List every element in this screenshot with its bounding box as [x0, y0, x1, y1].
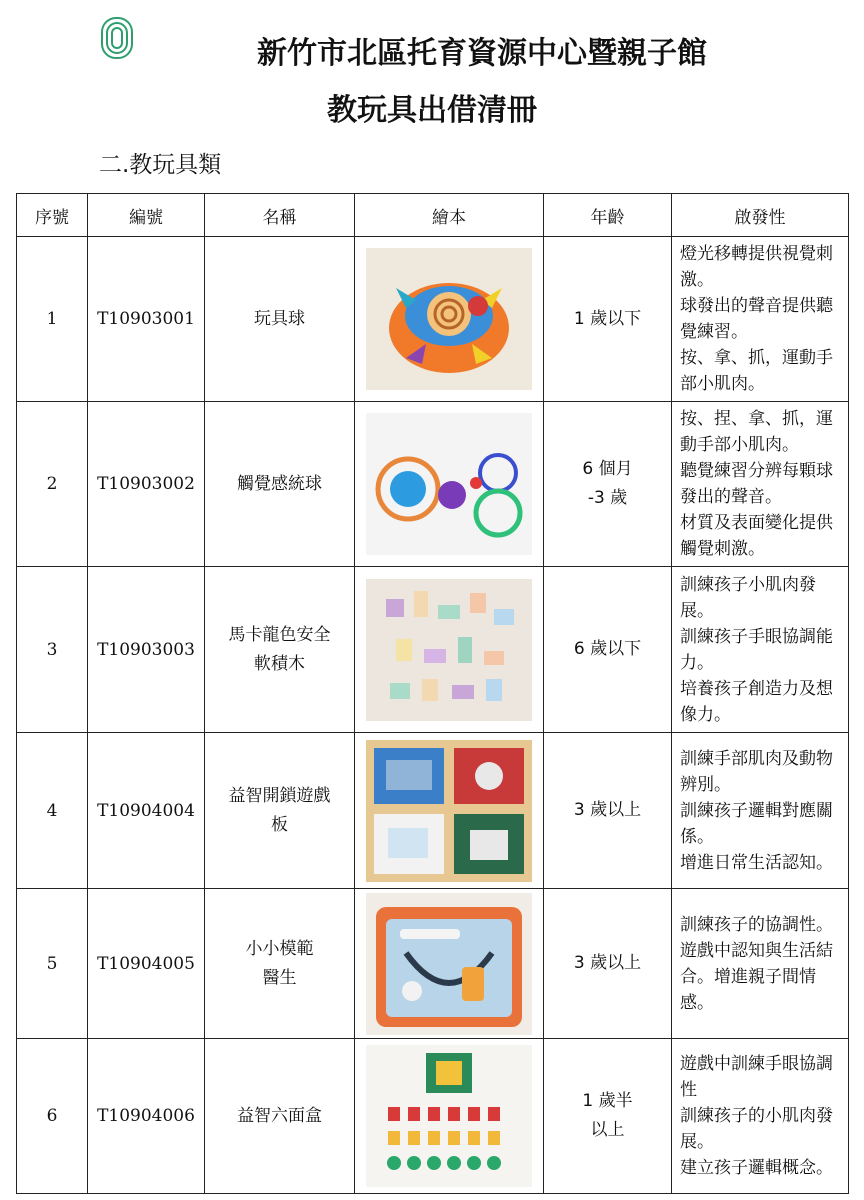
cell-picture: [355, 733, 544, 889]
lock-board-photo: [366, 740, 532, 882]
cell-name: 玩具球: [205, 237, 355, 402]
cell-age: 1 歲半 以上: [544, 1039, 672, 1194]
cell-no: 4: [17, 733, 88, 889]
table-row: [17, 402, 849, 567]
cell-code: T10904006: [88, 1039, 205, 1194]
cell-no: 1: [17, 237, 88, 402]
cell-code: T10904004: [88, 733, 205, 889]
cell-name: 小小模範 醫生: [205, 889, 355, 1039]
cell-desc: 訓練孩子的協調性。遊戲中認知與生活結合。增進親子間情感。: [672, 889, 849, 1039]
doctor-kit-photo: [366, 893, 532, 1035]
cell-desc: 訓練孩子小肌肉發展。 訓練孩子手眼協調能力。 培養孩子創造力及想像力。: [672, 567, 849, 733]
loan-table: [16, 193, 849, 1194]
cell-code: T10903002: [88, 402, 205, 567]
cell-age: 3 歲以上: [544, 733, 672, 889]
cell-code: T10903001: [88, 237, 205, 402]
cell-age: 1 歲以下: [544, 237, 672, 402]
cell-no: 3: [17, 567, 88, 733]
cell-code: T10903003: [88, 567, 205, 733]
cell-desc: 訓練手部肌肉及動物辨別。 訓練孩子邏輯對應關係。 增進日常生活認知。: [672, 733, 849, 889]
cell-picture: [355, 1039, 544, 1194]
activity-cube-photo: [366, 1045, 532, 1187]
cell-desc: 按、捏、拿、抓，運動手部小肌肉。 聽覺練習分辨每顆球發出的聲音。 材質及表面變化提供觸覺刺激。: [672, 402, 849, 567]
page-subtitle: 教玩具出借清冊: [327, 93, 537, 128]
sensory-balls-photo: [366, 413, 532, 555]
cell-picture: [355, 567, 544, 733]
section-heading: 二.教玩具類: [99, 152, 222, 178]
cell-desc: 遊戲中訓練手眼協調性 訓練孩子的小肌肉發展。 建立孩子邏輯概念。: [672, 1039, 849, 1194]
page-title: 新竹市北區托育資源中心暨親子館: [257, 36, 707, 71]
header-no: 序號: [17, 194, 88, 237]
soft-blocks-photo: [366, 579, 532, 721]
cell-name: 益智開鎖遊戲 板: [205, 733, 355, 889]
cell-age: 6 歲以下: [544, 567, 672, 733]
table-row: [17, 889, 849, 1039]
cell-name: 馬卡龍色安全 軟積木: [205, 567, 355, 733]
cell-picture: [355, 889, 544, 1039]
cell-desc: 燈光移轉提供視覺刺激。 球發出的聲音提供聽覺練習。 按、拿、抓，運動手部小肌肉。: [672, 237, 849, 402]
cell-picture: [355, 402, 544, 567]
header-name: 名稱: [205, 194, 355, 237]
table-row: [17, 733, 849, 889]
cell-no: 6: [17, 1039, 88, 1194]
cell-picture: [355, 237, 544, 402]
cell-age: 6 個月 -3 歲: [544, 402, 672, 567]
table-row: [17, 1039, 849, 1194]
header-code: 編號: [88, 194, 205, 237]
header-desc: 啟發性: [672, 194, 849, 237]
table-header-row: [17, 194, 849, 237]
header-picture: 繪本: [355, 194, 544, 237]
cell-age: 3 歲以上: [544, 889, 672, 1039]
table-row: [17, 567, 849, 733]
header-age: 年齡: [544, 194, 672, 237]
cell-name: 益智六面盒: [205, 1039, 355, 1194]
cell-no: 2: [17, 402, 88, 567]
table-row: [17, 237, 849, 402]
cell-name: 觸覺感統球: [205, 402, 355, 567]
cell-code: T10904005: [88, 889, 205, 1039]
toy-ball-photo: [366, 248, 532, 390]
cell-no: 5: [17, 889, 88, 1039]
